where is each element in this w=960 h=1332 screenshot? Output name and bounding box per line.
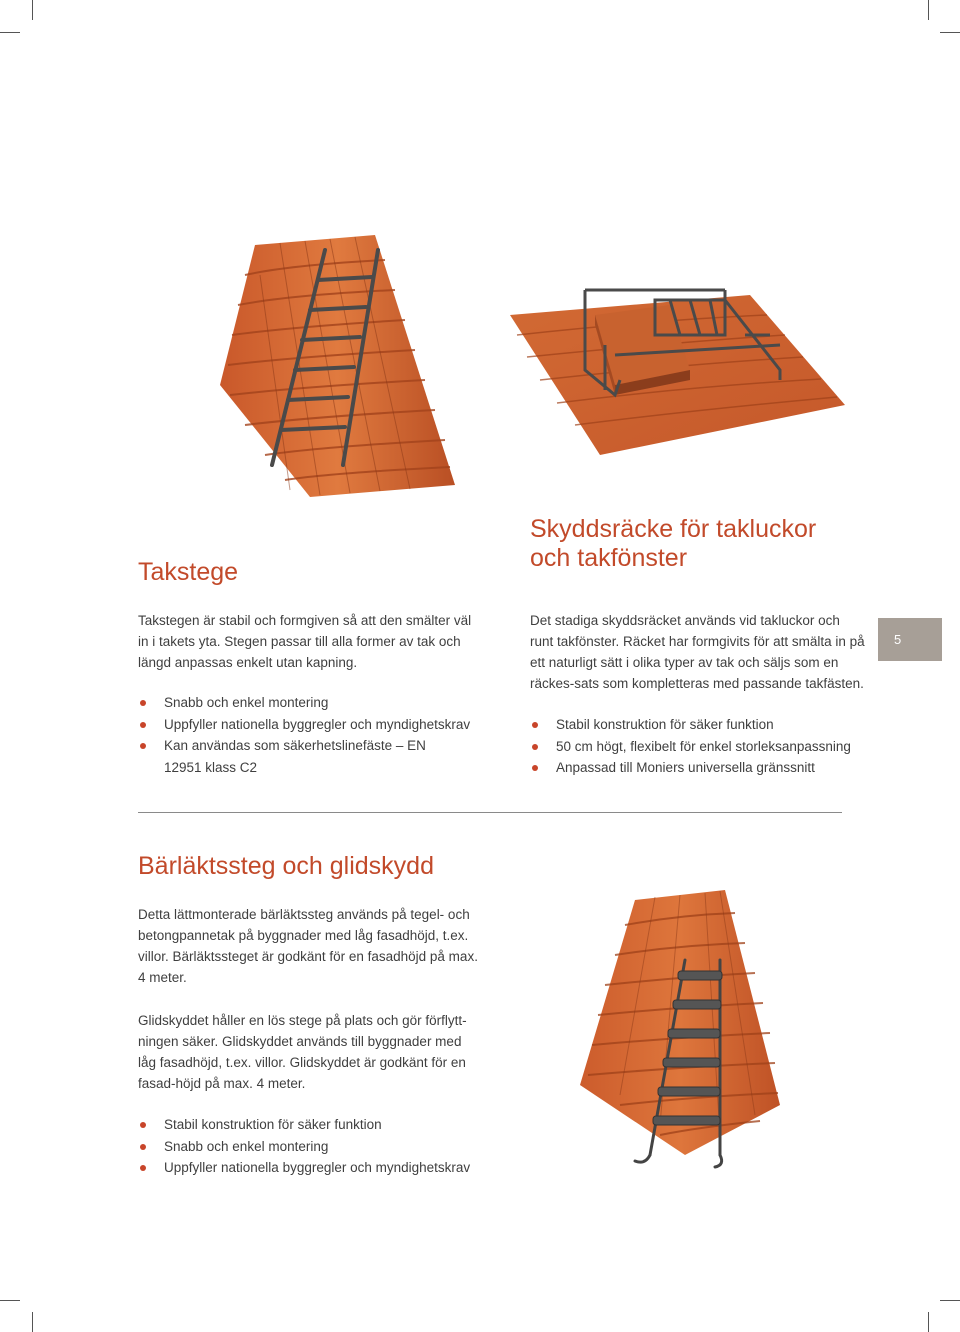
bullet-icon	[140, 1122, 146, 1128]
bullet-icon	[140, 1165, 146, 1171]
crop-mark	[0, 1300, 20, 1301]
barlakt-paragraph-1: Detta lättmonterade bärläktssteg används på tegel- och betongpannetak på byggnader med låg fasadhöjd, t.ex. villor. Bärläktssteget är godkänt för en fasadhöjd på max. 4 meter.	[138, 907, 478, 985]
bullet-icon	[140, 743, 146, 749]
barlakt-paragraph-2: Glidskyddet håller en lös stege på plats och gör förflytt-ningen säker. Glidskyddet används till byggnader med låg fasadhöjd, t.ex. villor. Glidskyddet är godkänt för en fasad-höjd på max. 4 meter.	[138, 1013, 467, 1091]
section-title-barlakt: Bärläktssteg och glidskydd	[138, 852, 434, 880]
crop-mark	[32, 0, 33, 20]
section-title-skyddsracke	[530, 515, 816, 573]
bullet-icon	[140, 1144, 146, 1150]
list-item: Snabb och enkel montering	[138, 1136, 498, 1158]
bullet-icon	[532, 744, 538, 750]
roof-ladder-image	[200, 235, 460, 500]
section-divider	[138, 812, 842, 813]
list-item: Snabb och enkel montering	[138, 692, 478, 714]
roof-hatch-railing-image	[505, 285, 850, 460]
crop-mark	[928, 1312, 929, 1332]
list-item: Uppfyller nationella byggregler och myndighetskrav	[138, 714, 478, 736]
section-title-takstege: Takstege	[138, 558, 239, 586]
crop-mark	[32, 1312, 33, 1332]
barlakt-bullet-list	[138, 1114, 498, 1179]
skyddsracke-bullet-list	[530, 714, 860, 779]
takstege-bullet-list	[138, 692, 478, 778]
page-number-tab: 5	[878, 618, 942, 661]
list-item: 50 cm högt, flexibelt för enkel storleksanpassning	[530, 736, 860, 758]
crop-mark	[940, 32, 960, 33]
crop-mark	[928, 0, 929, 20]
bullet-icon	[532, 722, 538, 728]
list-item: Stabil konstruktion för säker funktion	[138, 1114, 498, 1136]
roof-step-ladder-image	[560, 885, 790, 1185]
crop-mark	[940, 1300, 960, 1301]
bullet-icon	[532, 765, 538, 771]
list-item: Uppfyller nationella byggregler och myndighetskrav	[138, 1157, 498, 1179]
takstege-paragraph: Takstegen är stabil och formgiven så att den smälter väl in i takets yta. Stegen passar till alla former av tak och längd anpassas enkelt utan kapning.	[138, 613, 472, 670]
bullet-icon	[140, 700, 146, 706]
skyddsracke-paragraph: Det stadiga skyddsräcket används vid takluckor och runt takfönster. Räcket har formgivits för att smälta in på ett naturligt sätt i olika typer av tak och säljs som en räckes-sats som kompletteras med passande takfästen.	[530, 613, 865, 691]
title-line-2: och takfönster	[530, 544, 688, 572]
title-line-1: Skyddsräcke för takluckor	[530, 515, 817, 543]
list-item: Kan användas som säkerhetslinefäste – EN 12951 klass C2	[138, 735, 464, 778]
list-item: Stabil konstruktion för säker funktion	[530, 714, 860, 736]
bullet-icon	[140, 722, 146, 728]
list-item: Anpassad till Moniers universella gränssnitt	[530, 757, 860, 779]
crop-mark	[0, 32, 20, 33]
